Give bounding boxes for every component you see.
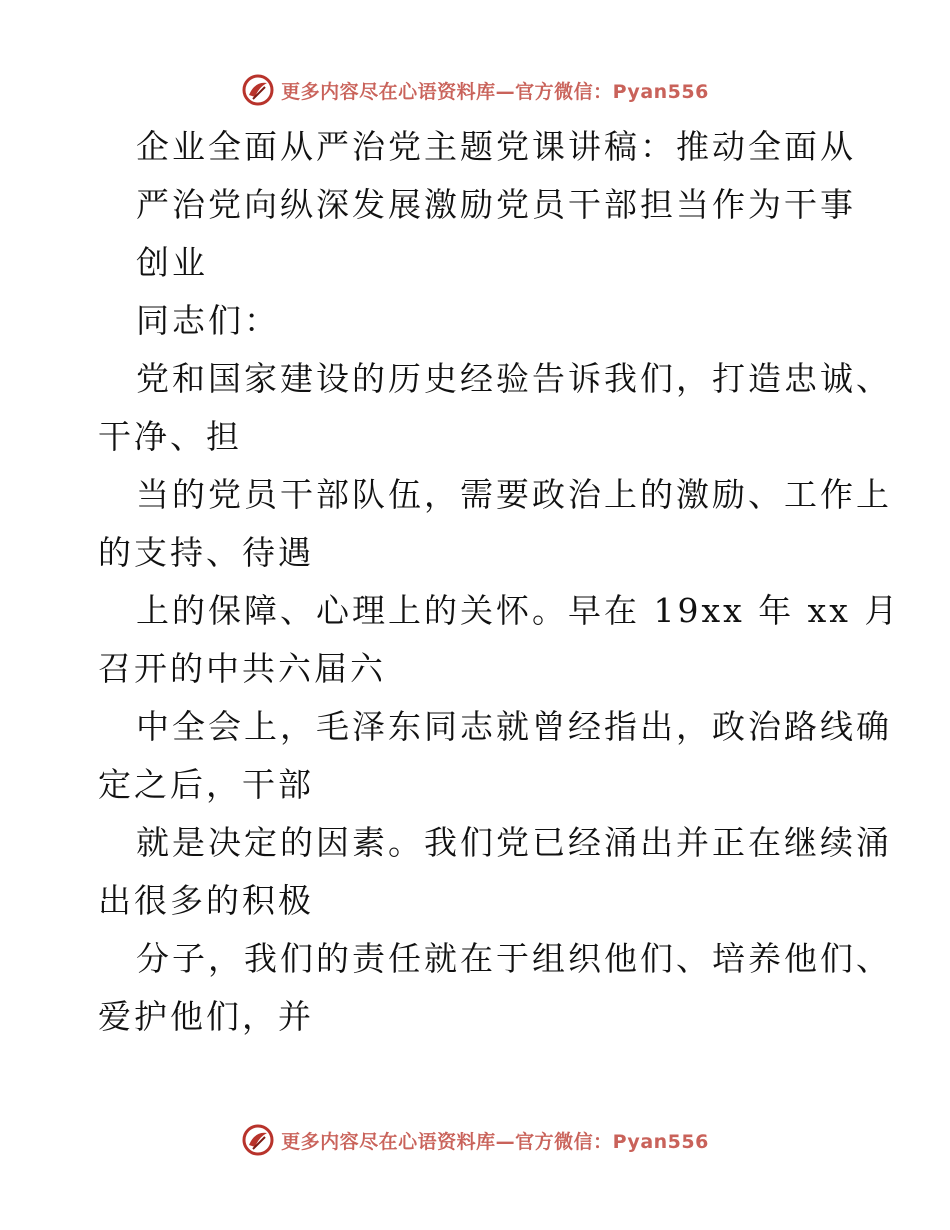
paragraph-line: 中全会上，毛泽东同志就曾经指出，政治路线确: [136, 707, 892, 746]
watermark-text: 更多内容尽在心语资料库—官方微信：Pyan556: [281, 80, 709, 103]
paragraph-line: 爱护他们，并: [98, 997, 314, 1036]
paragraph-line: 召开的中共六届六: [98, 649, 386, 688]
document-body: [98, 118, 901, 1046]
paragraph-line: 出很多的积极: [98, 881, 314, 920]
header-watermark: [0, 70, 950, 110]
footer-watermark: [0, 1120, 950, 1160]
paragraph-line: 定之后，干部: [98, 765, 314, 804]
brand-logo-icon: [241, 73, 275, 107]
paragraph-line: 当的党员干部队伍，需要政治上的激励、工作上: [136, 475, 892, 514]
paragraph-line: 干净、担: [98, 417, 242, 456]
paragraph-line: 党和国家建设的历史经验告诉我们，打造忠诚、: [136, 359, 892, 398]
paragraph-line: 的支持、待遇: [98, 533, 314, 572]
watermark-text: 更多内容尽在心语资料库—官方微信：Pyan556: [281, 1130, 709, 1153]
paragraph-line: 就是决定的因素。我们党已经涌出并正在继续涌: [136, 823, 892, 862]
title-line: 创业: [136, 243, 208, 282]
brand-logo-icon: [241, 1123, 275, 1157]
paragraph-line: 上的保障、心理上的关怀。早在 19xx 年 xx 月: [136, 591, 901, 630]
paragraph-line: 分子，我们的责任就在于组织他们、培养他们、: [136, 939, 892, 978]
title-line: 严治党向纵深发展激励党员干部担当作为干事: [136, 185, 856, 224]
title-line: 企业全面从严治党主题党课讲稿：推动全面从: [136, 127, 856, 166]
paragraph-line: 同志们：: [136, 301, 280, 340]
